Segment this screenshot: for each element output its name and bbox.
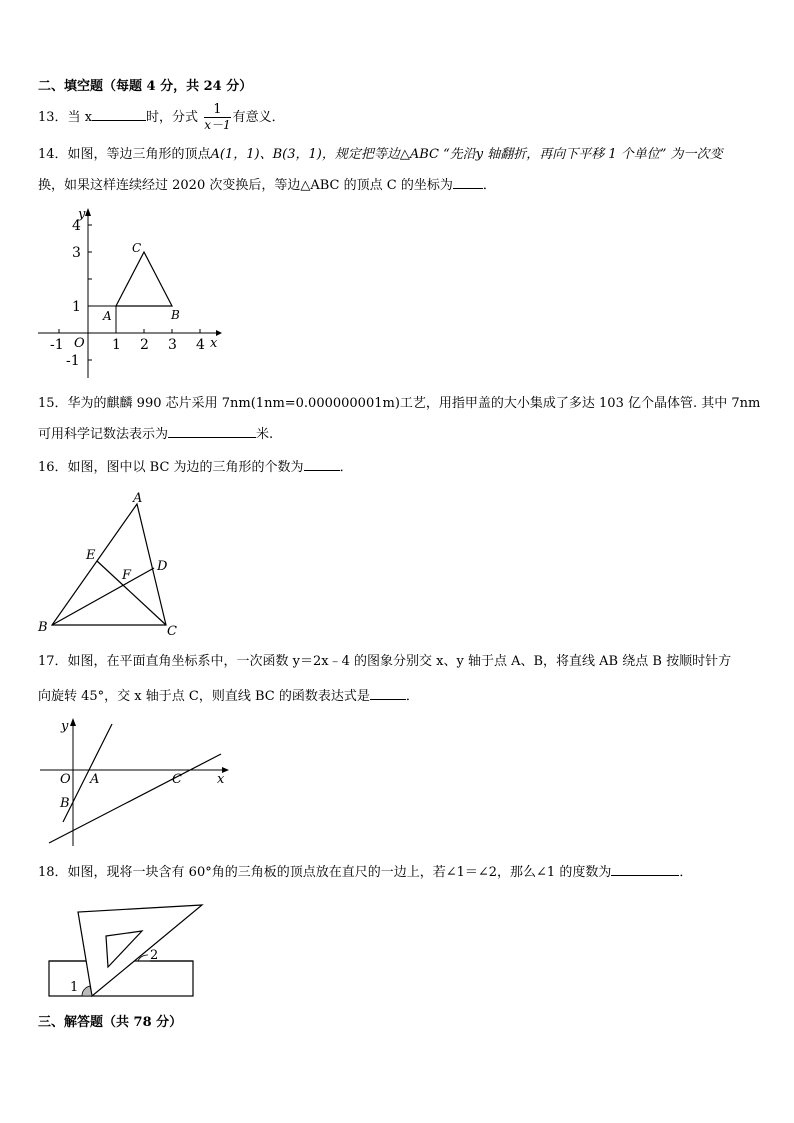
q14-x-tick-1: 1: [112, 337, 121, 353]
q17-coordinate-graph: [36, 712, 236, 848]
question-17-line-1: 17．如图，在平面直角坐标系中，一次函数 y＝2x﹣4 的图象分别交 x、y 轴于点 A、B，将直线 AB 绕点 B 按顺时针方: [38, 654, 732, 669]
q16-triangle-abc: [52, 504, 166, 625]
q18-end: ．: [679, 865, 693, 880]
q14-coordinate-graph: [30, 202, 230, 382]
q14-line1-a: 14．如图，等边三角形的顶点: [38, 147, 211, 162]
q13-var: x: [84, 110, 93, 125]
q14-x-tick-2: 2: [140, 337, 149, 353]
q17-line2: 向旋转 45°，交 x 轴于点 C，则直线 BC 的函数表达式是: [38, 689, 370, 704]
q14-y-tick-1: 1: [72, 299, 81, 315]
q17-x-label: x: [217, 772, 225, 787]
question-16: [38, 458, 353, 477]
question-13: [38, 102, 285, 133]
question-14-line-2: [38, 176, 496, 195]
q14-answer-blank: [453, 176, 483, 189]
q14-x-tick-3: 3: [168, 337, 177, 353]
q18-angle-1-label: 1: [70, 980, 79, 995]
question-15-line-2: [38, 425, 273, 444]
q13-number: 13．当: [38, 110, 81, 125]
q16-label-d: D: [157, 559, 168, 574]
q16-segment-bd: [52, 568, 154, 625]
q18-angle-2-label: 2: [150, 948, 159, 963]
q13-fraction: [204, 102, 230, 133]
q13-answer-blank: [92, 108, 146, 121]
q18-text: 18．如图，现将一块含有 60°角的三角板的顶点放在直尺的一边上，若∠1＝∠2，那么∠1 的度数为: [38, 865, 612, 880]
q13-frac-numerator: 1: [204, 102, 230, 118]
question-18: [38, 863, 692, 882]
question-14-line-1: [38, 146, 723, 164]
q16-label-f: F: [122, 568, 132, 583]
q17-label-c: C: [172, 772, 182, 787]
q14-triangle-abc: [116, 252, 172, 306]
q13-end: 有意义．: [232, 110, 285, 125]
q18-answer-blank: [611, 863, 679, 876]
q17-answer-blank: [370, 687, 406, 700]
q14-y-arrow-icon: [85, 208, 91, 216]
q17-line2-end: ．: [405, 689, 419, 704]
q16-answer-blank: [304, 458, 340, 471]
q17-label-a: A: [90, 772, 100, 787]
q18-ruler-triangle-figure: [42, 900, 212, 1004]
q14-line1-b: A(1，1)、B(3，1)，规定把等边△ABC “先沿y 轴翻折，再向下平移 1 个单位” 为一次变: [210, 147, 723, 162]
section-3-title: 三、解答题（共 78 分）: [38, 1015, 183, 1030]
q14-y-tick-neg1: -1: [66, 353, 80, 369]
q14-y-tick-4: 4: [72, 218, 81, 234]
q17-y-label: y: [61, 719, 69, 734]
q14-point-b-label: B: [171, 308, 180, 322]
q14-x-tick-neg1: -1: [50, 337, 64, 353]
q17-origin-label: O: [60, 772, 71, 787]
q16-label-e: E: [86, 548, 96, 563]
q17-y-arrow-icon: [70, 718, 76, 726]
q14-x-tick-4: 4: [196, 337, 205, 353]
q15-answer-blank: [168, 425, 256, 438]
q14-point-c-label: C: [132, 241, 142, 255]
q16-label-b: B: [38, 620, 48, 635]
q13-frac-denominator: x－1: [204, 118, 231, 132]
q14-line2-end: ．: [482, 178, 496, 193]
q14-y-tick-3: 3: [72, 245, 81, 261]
question-17-line-2: [38, 687, 419, 706]
q13-mid: 时，分式: [146, 110, 199, 125]
q14-point-a-label: A: [103, 309, 112, 323]
q15-line2-b: 米.: [256, 427, 274, 442]
q16-end: ．: [339, 460, 353, 475]
q15-line2-a: 可用科学记数法表示为: [38, 427, 169, 442]
q16-text: 16．如图，图中以 BC 为边的三角形的个数为: [38, 460, 304, 475]
q16-label-c: C: [167, 624, 177, 639]
q14-x-label: x: [210, 336, 218, 351]
q16-label-a: A: [133, 491, 143, 506]
section-2-title: 二、填空题（每题 4 分，共 24 分）: [38, 79, 253, 94]
q14-origin-label: O: [74, 336, 85, 351]
q16-segment-ce: [97, 561, 166, 625]
q14-line2: 换，如果这样连续经过 2020 次变换后，等边△ABC 的顶点 C 的坐标为: [38, 178, 453, 193]
q14-y-label: y: [78, 207, 86, 222]
question-15-line-1: 15．华为的麒麟 990 芯片采用 7nm(1nm=0.000000001m)工艺，用指甲盖的大小集成了多达 103 亿个晶体管. 其中 7nm: [38, 396, 761, 411]
q16-triangle-figure: [34, 488, 194, 640]
q17-label-b: B: [60, 796, 70, 811]
